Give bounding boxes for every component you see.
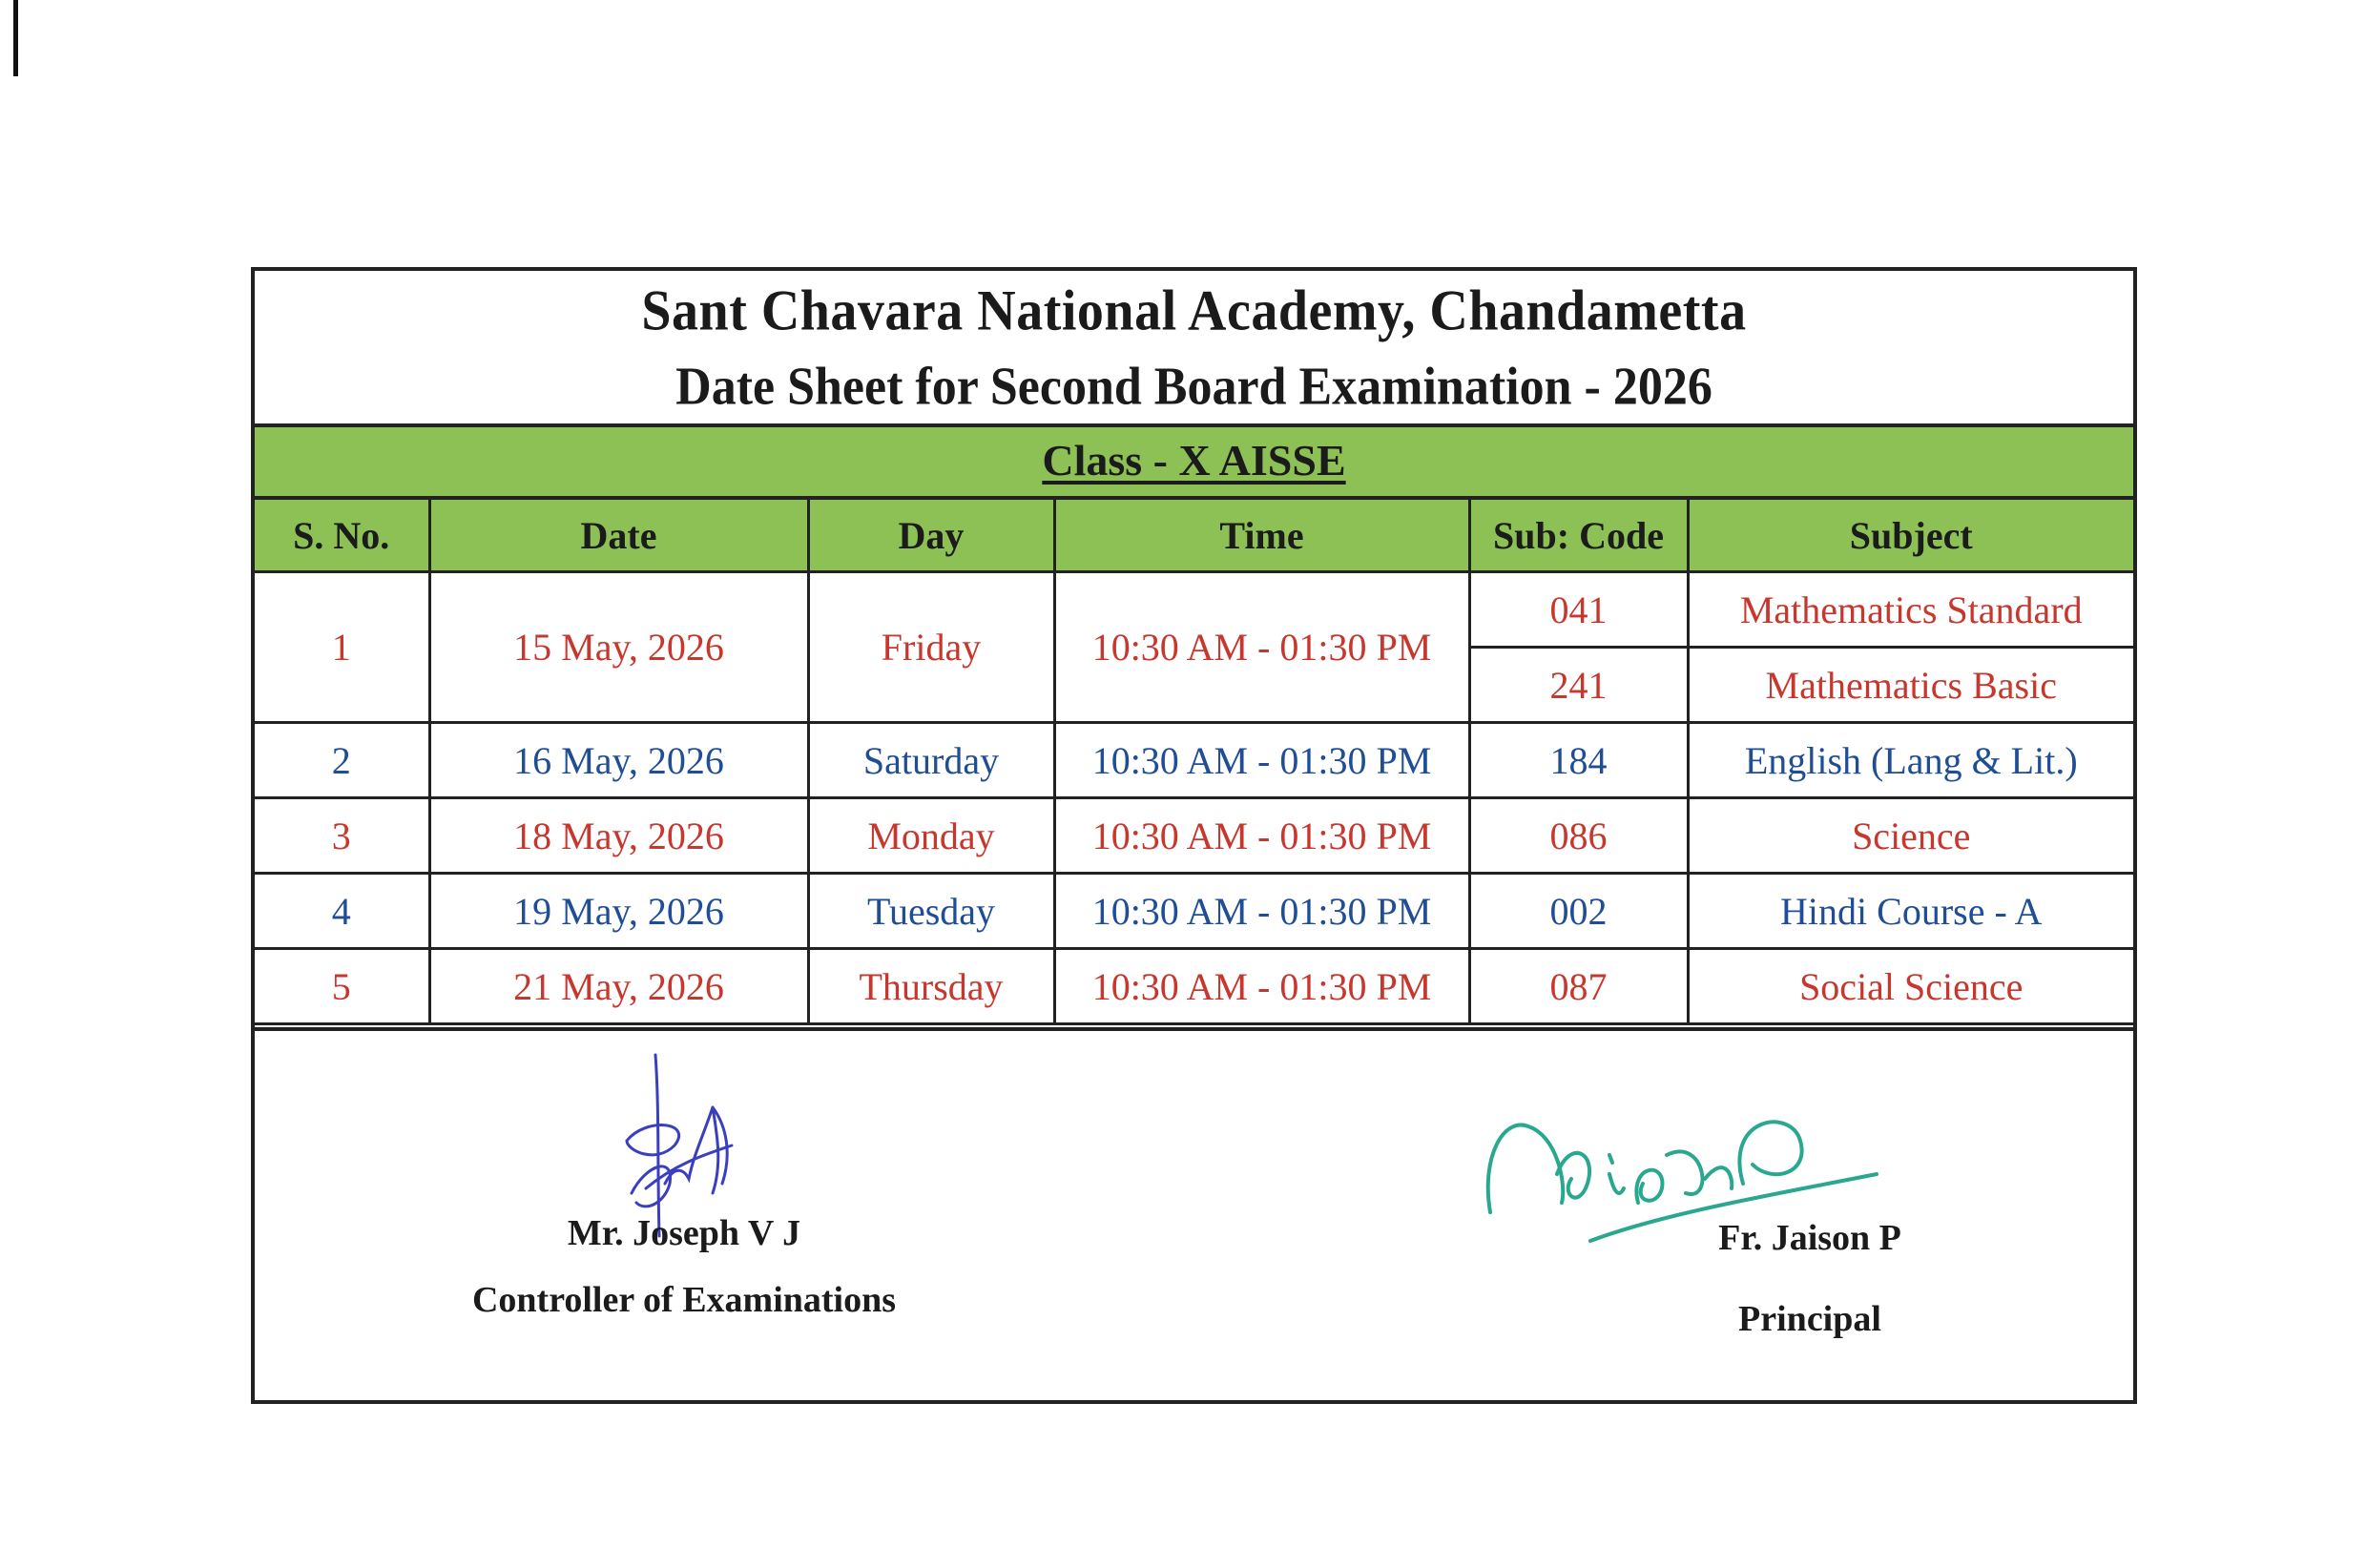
cell-sub-code: 241: [1469, 648, 1688, 723]
table-row: [255, 723, 2133, 798]
cell-day: Monday: [808, 798, 1054, 874]
cell-sub-code: 002: [1469, 874, 1688, 949]
cell-date: 18 May, 2026: [429, 798, 808, 874]
cell-subject: English (Lang & Lit.): [1688, 723, 2133, 798]
cell-day: Tuesday: [808, 874, 1054, 949]
table-row: [255, 949, 2133, 1024]
header-sno: S. No.: [255, 500, 429, 572]
table-row: [255, 798, 2133, 874]
header-date: Date: [429, 500, 808, 572]
controller-name: Mr. Joseph V J: [567, 1213, 801, 1253]
class-label: Class - X AISSE: [1042, 436, 1346, 485]
cell-day: Thursday: [808, 949, 1054, 1024]
cell-day: Friday: [808, 572, 1054, 723]
cell-subject: Science: [1688, 798, 2133, 874]
cell-sub-code: 041: [1469, 572, 1688, 648]
cell-time: 10:30 AM - 01:30 PM: [1054, 874, 1469, 949]
signature-section: [255, 1027, 2133, 1408]
controller-role: Controller of Examinations: [471, 1280, 897, 1320]
cell-time: 10:30 AM - 01:30 PM: [1054, 949, 1469, 1024]
cell-date: 15 May, 2026: [429, 572, 808, 723]
cell-date: 16 May, 2026: [429, 723, 808, 798]
principal-role: Principal: [1738, 1299, 1881, 1339]
exam-schedule-table: [255, 500, 2133, 1025]
date-sheet: [251, 267, 2137, 1404]
institution-name: Sant Chavara National Academy, Chandametta: [641, 279, 1747, 343]
cell-day: Saturday: [808, 723, 1054, 798]
cell-sno: 4: [255, 874, 429, 949]
cell-date: 21 May, 2026: [429, 949, 808, 1024]
cell-time: 10:30 AM - 01:30 PM: [1054, 723, 1469, 798]
header-day: Day: [808, 500, 1054, 572]
table-header-row: [255, 500, 2133, 572]
cell-sno: 1: [255, 572, 429, 723]
document-title: Date Sheet for Second Board Examination - 2026: [675, 357, 1712, 417]
cell-subject: Hindi Course - A: [1688, 874, 2133, 949]
class-band: [255, 423, 2133, 500]
cell-sub-code: 087: [1469, 949, 1688, 1024]
table-row: [255, 874, 2133, 949]
principal-name: Fr. Jaison P: [1718, 1218, 1901, 1258]
cell-sno: 3: [255, 798, 429, 874]
header-sub-code: Sub: Code: [1469, 500, 1688, 572]
cell-sno: 5: [255, 949, 429, 1024]
title-block: [255, 271, 2133, 423]
cell-time: 10:30 AM - 01:30 PM: [1054, 798, 1469, 874]
cell-subject: Mathematics Basic: [1688, 648, 2133, 723]
header-time: Time: [1054, 500, 1469, 572]
cell-subject: Social Science: [1688, 949, 2133, 1024]
cell-sno: 2: [255, 723, 429, 798]
cell-time: 10:30 AM - 01:30 PM: [1054, 572, 1469, 723]
cell-date: 19 May, 2026: [429, 874, 808, 949]
scan-edge-mark: [13, 0, 18, 76]
header-subject: Subject: [1688, 500, 2133, 572]
table-row: [255, 572, 2133, 648]
cell-subject: Mathematics Standard: [1688, 572, 2133, 648]
cell-sub-code: 184: [1469, 723, 1688, 798]
cell-sub-code: 086: [1469, 798, 1688, 874]
